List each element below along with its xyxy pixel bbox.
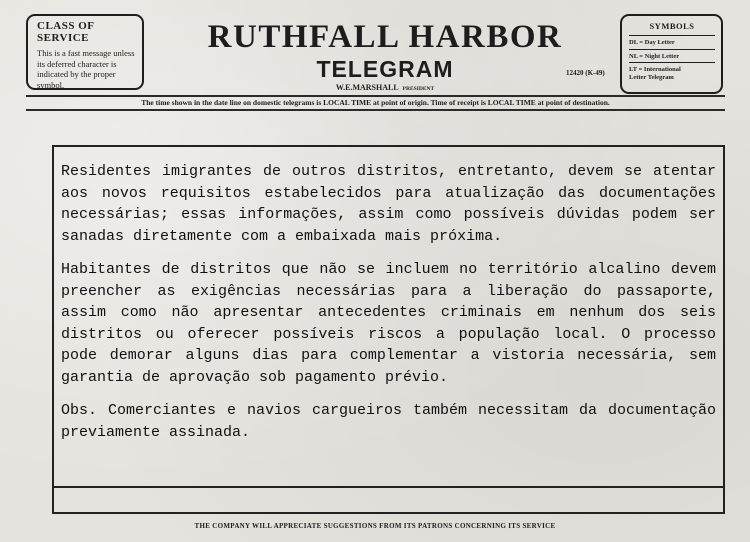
- symbol-night-letter: NL = Night Letter: [629, 50, 715, 64]
- time-notice: The time shown in the date line on domestic telegrams is LOCAL TIME at point of origin. Time of receipt is LOCAL TIME at point of destination.: [141, 98, 610, 107]
- company-footer: THE COMPANY WILL APPRECIATE SUGGESTIONS FROM ITS PATRONS CONCERNING ITS SERVICE: [194, 522, 556, 530]
- symbols-box: [620, 14, 723, 94]
- message-body: [61, 161, 716, 455]
- message-paragraph: Habitantes de distritos que não se incluem no território alcalino devem preencher as exigências necessárias para a liberação do passaporte, assim como não apresentar antecedentes criminais em nenhum dos seis distritos ou oferecer possíveis riscos a população local. O processo pode demorar alguns dias para complementar a vistoria necessária, sem garantia de aprovação sob pagamento prévio.: [61, 261, 716, 386]
- message-box: [52, 145, 725, 514]
- form-code: 12420 (K-49): [566, 69, 605, 77]
- class-of-service-title: CLASS OF SERVICE: [37, 20, 95, 44]
- president-line: [150, 83, 620, 92]
- symbols-title: SYMBOLS: [629, 21, 715, 36]
- symbol-international-letter: LT = International Letter Telegram: [629, 66, 681, 81]
- message-footer-rule: [54, 486, 723, 488]
- header-rule-top: [26, 95, 725, 97]
- class-of-service-box: [26, 14, 144, 90]
- message-paragraph: Residentes imigrantes de outros distritos, entretanto, devem se atentar aos novos requisitos estabelecidos para atualização das documentações necessárias; essas informações, assim como possíveis dúvidas podem ser sanadas diretamente com a embaixada mais próxima.: [61, 163, 716, 245]
- president-name: W.E.MARSHALL: [335, 83, 399, 92]
- president-title: PRESIDENT: [402, 86, 435, 92]
- symbol-day-letter: DL = Day Letter: [629, 36, 715, 50]
- company-name: RUTHFALL HARBOR: [207, 19, 563, 55]
- message-paragraph: Obs. Comerciantes e navios cargueiros também necessitam da documentação previamente assinada.: [61, 402, 716, 441]
- document-type: TELEGRAM: [316, 56, 454, 82]
- class-of-service-description: This is a fast message unless its deferred character is indicated by the proper symbol.: [37, 48, 135, 90]
- header-rule-bottom: [26, 109, 725, 111]
